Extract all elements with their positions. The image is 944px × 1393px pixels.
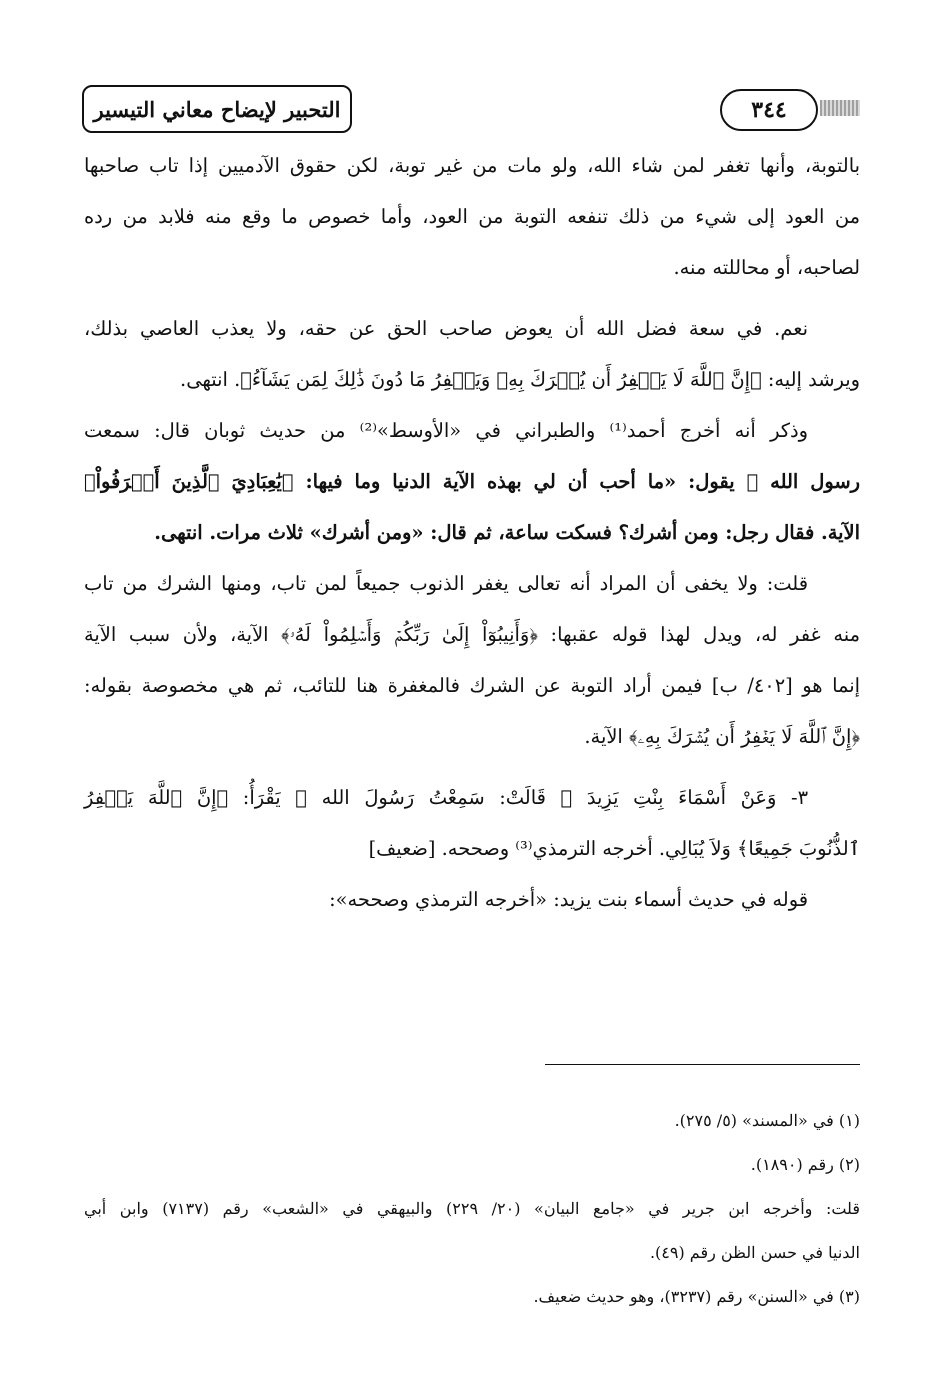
quran-verse-line: ﴿إِنَّ ٱللَّهَ لَا يَغۡفِرُ أَن يُشۡرَكَ بِهِۦ﴾ الآية. xyxy=(584,725,860,748)
text-line: منه غفر له، ويدل لهذا قوله عقبها: ﴿وَأَنِيبُوٓاْ إِلَىٰ رَبِّكُمۡ وَأَسۡلِمُواْ لَهُۥ﴾ الآية، ولأن سبب الآية xyxy=(84,623,860,646)
header-ornament-band-right xyxy=(820,100,860,116)
text-line: قلت: ولا يخفى أن المراد أنه تعالى يغفر الذنوب جميعاً لمن تاب، ومنها الشرك من تاب xyxy=(84,572,808,595)
text-line: بالتوبة، وأنها تغفر لمن شاء الله، ولو مات من غير توبة، لكن حقوق الآدميين إذا تاب صاحبها xyxy=(84,154,860,177)
footnote: الدنيا في حسن الظن رقم (٤٩). xyxy=(649,1243,860,1262)
quran-verse-line: ويرشد إليه: ﴿إِنَّ ٱللَّهَ لَا يَغۡفِرُ أَن يُشۡرَكَ بِهِۦ وَيَغۡفِرُ مَا دُونَ ذَٰلِكَ لِمَن يَشَآءُ﴾. انتهى. xyxy=(180,368,860,391)
hadith-text-line: ٱلذُّنُوبَ جَمِيعًا﴾ وَلاَ يُبَالِي. أخرجه الترمذي⁽³⁾ وصححه. [ضعيف] xyxy=(368,837,860,860)
hadith-line: رسول الله ﷺ يقول: «ما أحب أن لي بهذه الآية الدنيا وما فيها: ﴿يَٰعِبَادِيَ ٱلَّذِينَ أَسۡرَفُواْ﴾ xyxy=(84,470,860,493)
text-line: من العود إلى شيء من ذلك تنفعه التوبة من العود، وأما خصوص ما وقع منه فلابد من رده xyxy=(84,205,860,228)
footnotes xyxy=(84,1099,860,1319)
book-title: التحبير لإيضاح معاني التيسير xyxy=(82,85,352,133)
text-line: وذكر أنه أخرج أحمد⁽¹⁾ والطبراني في «الأوسط»⁽²⁾ من حديث ثوبان قال: سمعت xyxy=(84,419,809,442)
text-line: لصاحبه، أو محاللته منه. xyxy=(673,256,860,279)
text-line: إنما هو [٤٠٢/ ب] فيمن أراد التوبة عن الشرك فالمغفرة هنا للتائب، ثم هي مخصوصة بقوله: xyxy=(84,674,860,697)
hadith-line: الآية. فقال رجل: ومن أشرك؟ فسكت ساعة، ثم قال: «ومن أشرك» ثلاث مرات. انتهى. xyxy=(154,521,860,544)
footnote: (٣) في «السنن» رقم (٣٢٣٧)، وهو حديث ضعيف. xyxy=(533,1287,860,1306)
footnote: (١) في «المسند» (٥/ ٢٧٥). xyxy=(674,1111,860,1130)
hadith-text-line: ٣- وَعَنْ أَسْمَاءَ بِنْتِ يَزِيدَ ﵂ قَالَتْ: سَمِعْتُ رَسُولَ الله ﷺ يَقْرَأُ: ﴿إِنَّ ٱللَّهَ يَغۡفِرُ xyxy=(84,786,808,809)
text-line: نعم. في سعة فضل الله أن يعوض صاحب الحق عن حقه، ولا يعذب العاصي بذلك، xyxy=(84,317,808,340)
commentary-heading: قوله في حديث أسماء بنت يزيد: «أخرجه الترمذي وصححه»: xyxy=(329,888,808,911)
page-header xyxy=(82,83,860,133)
main-text xyxy=(84,140,860,925)
footnote: (٢) رقم (١٨٩٠). xyxy=(750,1155,860,1174)
page-number: ٣٤٤ xyxy=(720,89,818,131)
footnote: قلت: وأخرجه ابن جرير في «جامع البيان» (٢٠/ ٢٢٩) والبيهقي في «الشعب» رقم (٧١٣٧) وابن أبي xyxy=(84,1199,861,1218)
footnote-divider xyxy=(545,1064,860,1065)
